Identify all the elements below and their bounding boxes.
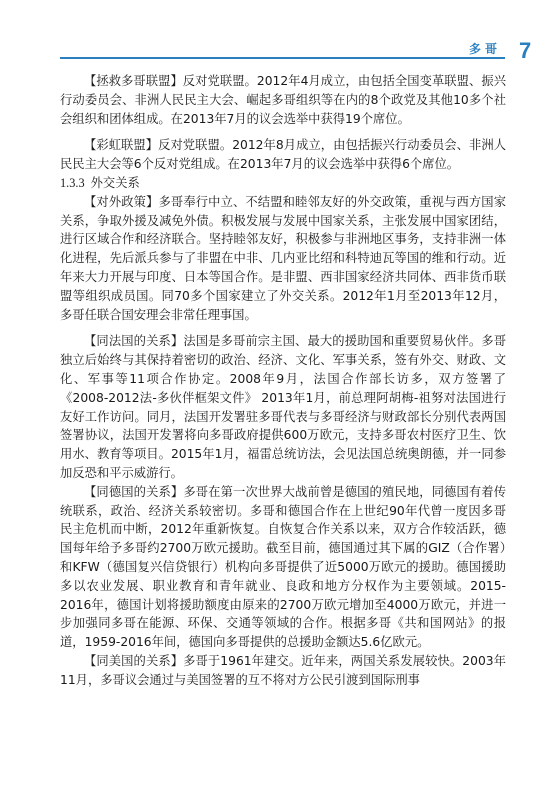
paragraph-relations-usa: 【同美国的关系】多哥于1961年建交。近年来，两国关系发展较快。2003年11月，多哥议会通过与美国签署的互不将对方公民引渡到国际刑事 — [60, 653, 506, 687]
page-body — [60, 72, 506, 690]
section-number: 1.3.3 — [60, 175, 85, 190]
header-rule — [60, 57, 505, 59]
paragraph-relations-france: 【同法国的关系】法国是多哥前宗主国、最大的援助国和重要贸易伙伴。多哥独立后始终与其保持着密切的政治、经济、文化、军事关系，签有外交、财政、文化、军事等11项合作协定。2008年9月，法国合作部长访多，双方签署了《2008-2012法-多伙伴框架文件》 2013年1月，前总理阿胡梅-祖努对法国进行友好工作访问。同月，法国开发署驻多哥代表与多哥经济与财政部长分别代表两国签署协议，法国开发署将向多哥政府提供600万欧元，支持多哥农村医疗卫生、饮用水、教育等项目。2015年1月，福雷总统访法，会见法国总统奥朗德，并一同参加反恐和平示威游行。 — [60, 334, 506, 480]
running-header-title: 多哥 — [468, 42, 501, 56]
section-heading — [60, 174, 506, 193]
page-number: 7 — [519, 38, 532, 63]
paragraph-foreign-policy: 【对外政策】多哥奉行中立、不结盟和睦邻友好的外交政策，重视与西方国家关系，争取外援及减免外债。积极发展与发展中国家关系，主张发展中国家团结，进行区域合作和经济联合。坚持睦邻友好，积极参与非洲地区事务，支持非洲一体化进程，先后派兵参与了非盟在中非、几内亚比绍和科特迪瓦等国的维和行动。近年来大力开展与印度、日本等国合作。是非盟、西非国家经济共同体、西非货币联盟等组织成员国。同70多个国家建立了外交关系。2012年1月至2013年12月，多哥任联合国安理会非常任理事国。 — [60, 194, 506, 322]
paragraph-save-togo-coalition: 【拯救多哥联盟】反对党联盟。2012年4月成立，由包括全国变革联盟、振兴行动委员会、非洲人民民主大会、崛起多哥组织等在内的8个政党及其他10多个社会组织和团体组成。在2013年7月的议会选举中获得19个席位。 — [60, 74, 506, 126]
section-title: 外交关系 — [90, 175, 140, 190]
paragraph-relations-germany: 【同德国的关系】多哥在第一次世界大战前曾是德国的殖民地，同德国有着传统联系，政治、经济关系较密切。多哥和德国合作在上世纪90年代曾一度因多哥民主危机而中断，2012年重新恢复。自恢复合作关系以来，双方合作较活跃，德国每年给予多哥约2700万欧元援助。截至目前，德国通过其下属的GIZ（合作署）和KFW（德国复兴信贷银行）机构向多哥提供了近5000万欧元的援助。德国援助多以农业发展、职业教育和青年就业、良政和地方分权作为主要领域。2015-2016年，德国计划将援助额度由原来的2700万欧元增加至4000万欧元，并进一步加强同多哥在能源、环保、交通等领域的合作。根据多哥《共和国网站》的报道，1959-2016年间，德国向多哥提供的总援助金额达5.6亿欧元。 — [60, 484, 506, 650]
paragraph-rainbow-alliance: 【彩虹联盟】反对党联盟。2012年8月成立，由包括振兴行动委员会、非洲人民民主大会等6个反对党组成。在2013年7月的议会选举中获得6个席位。 — [60, 138, 506, 172]
